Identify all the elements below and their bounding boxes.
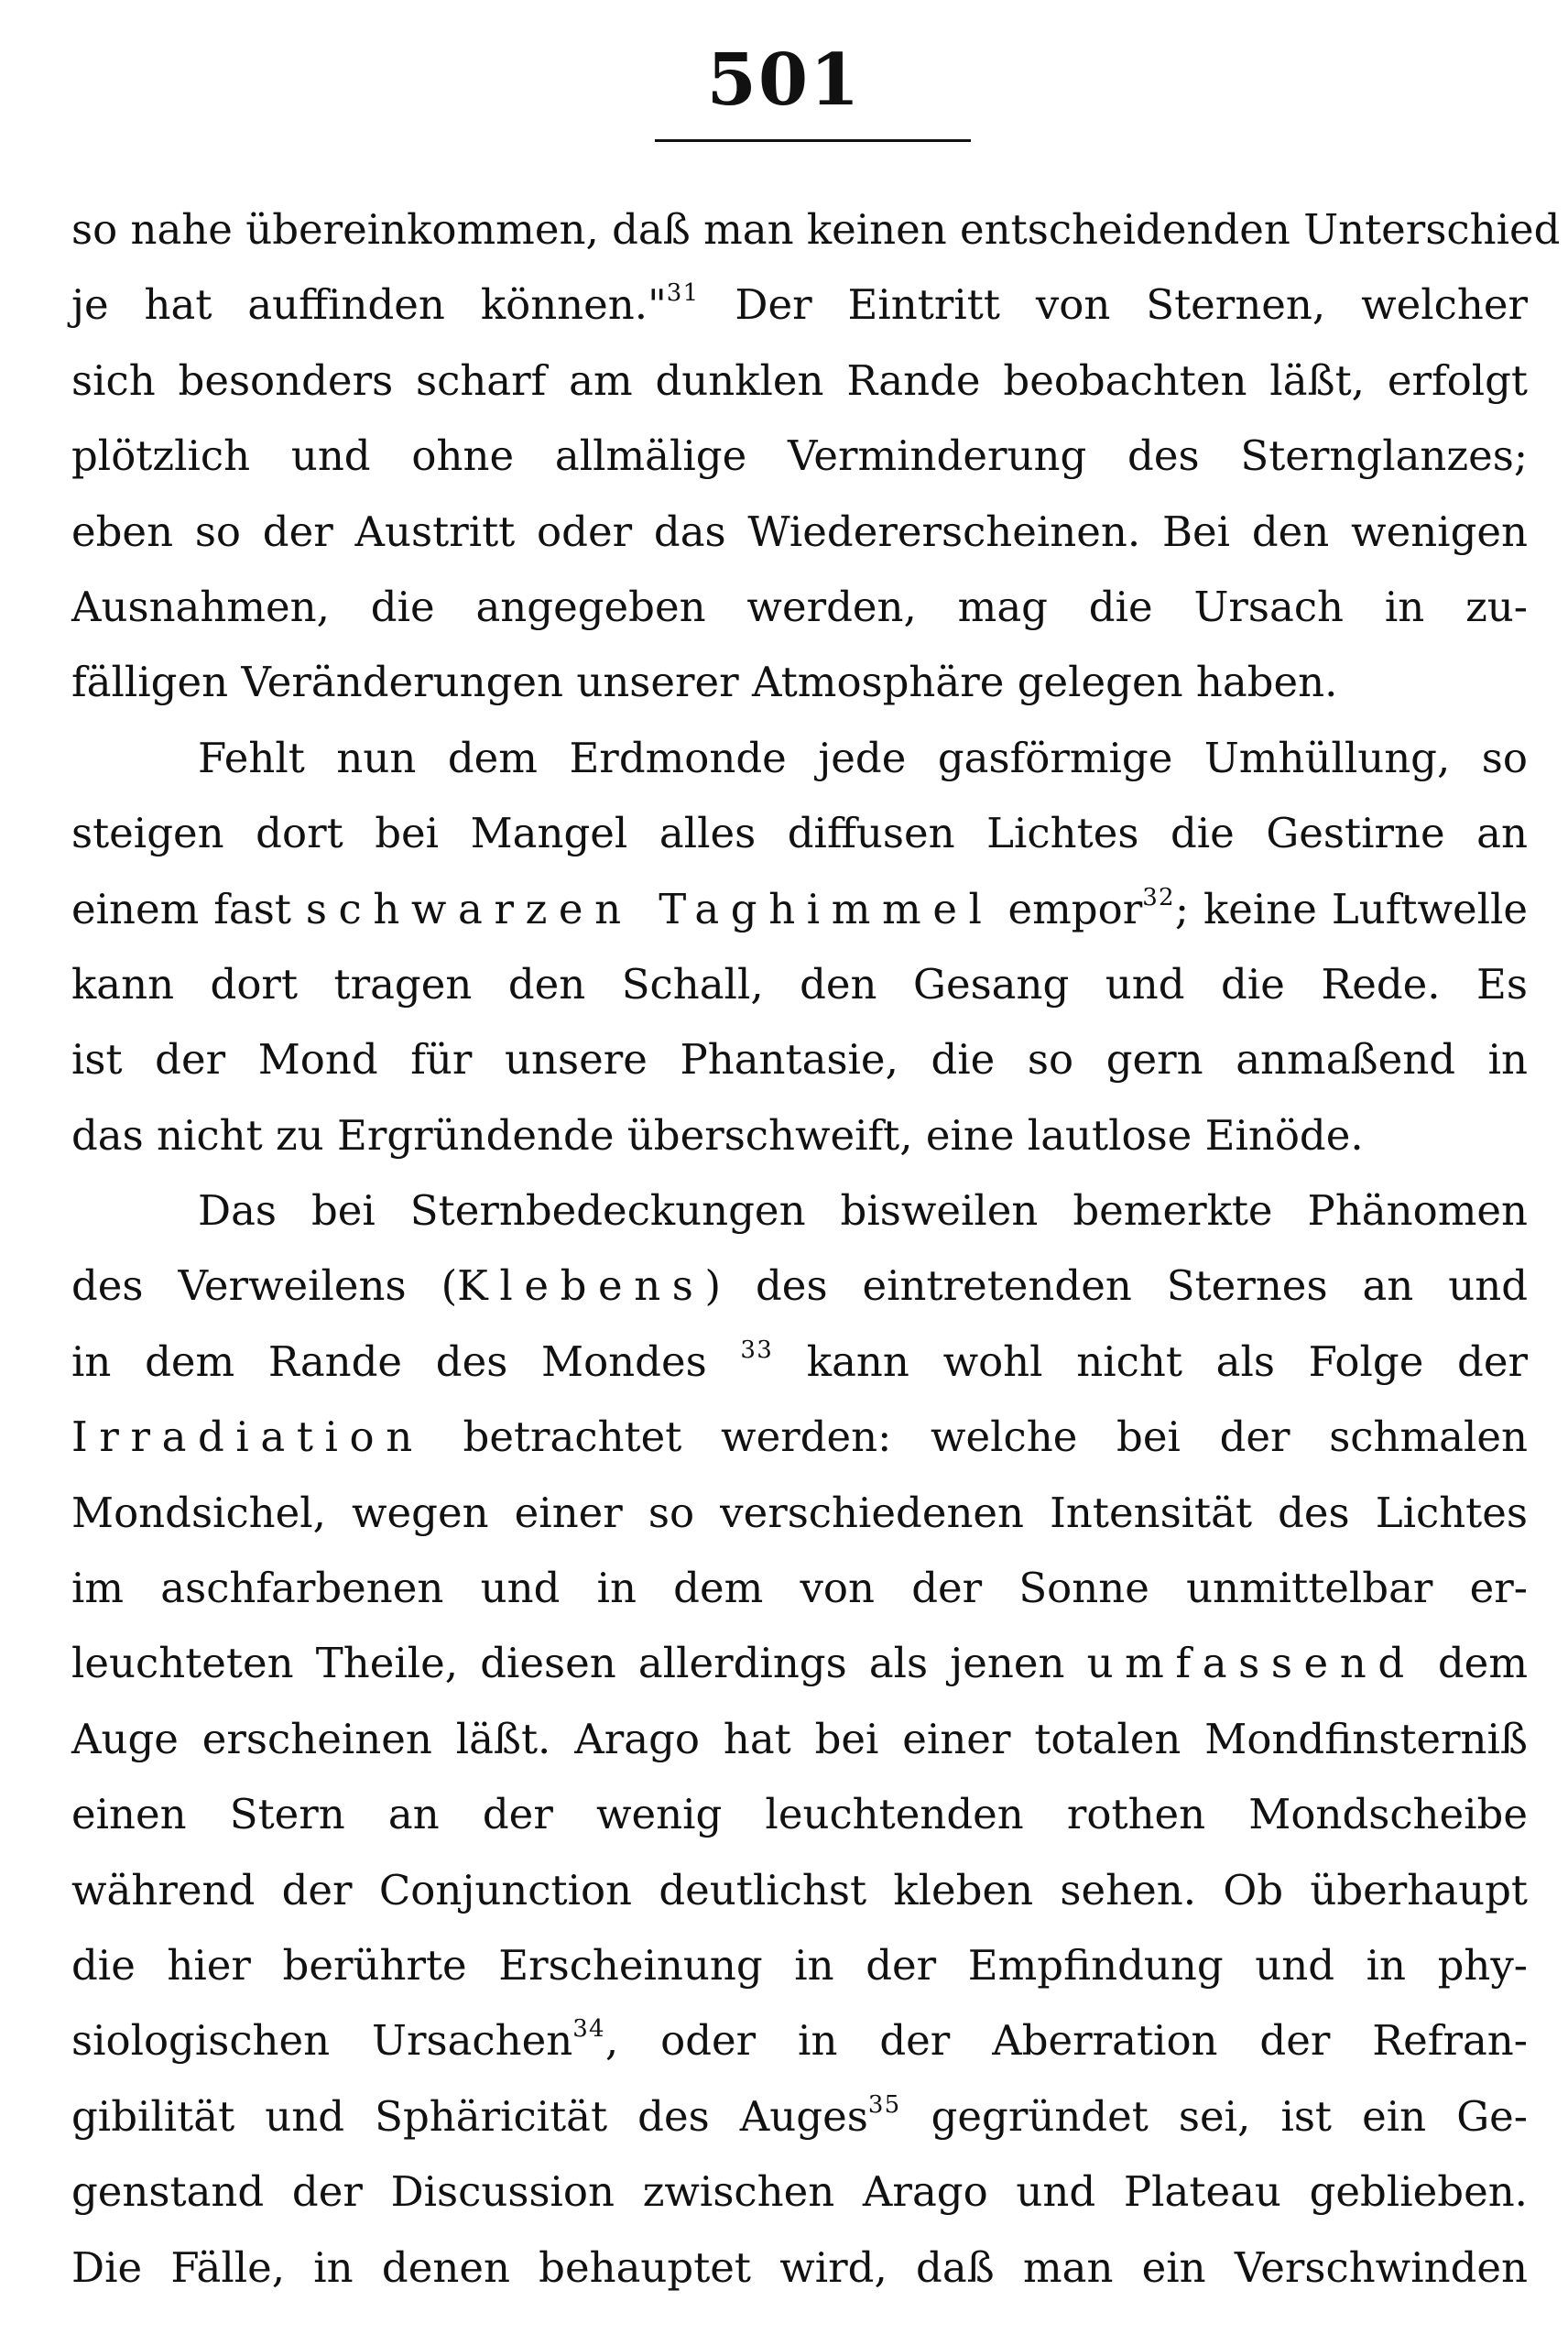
text-line [71,1098,1528,1173]
text-line [71,1928,1528,2003]
line-text: so nahe übereinkommen, daß man keinen entscheidenden Unterschied [71,205,1561,254]
footnote-marker: 31 [666,279,700,308]
header-rule [655,139,971,142]
footnote-marker: 33 [740,1336,774,1364]
line-text: des Verweilens ( [71,1261,458,1311]
emphasized-text: Klebens [457,1261,705,1311]
line-text: betrachtet werden: welche bei der schmalen [423,1412,1528,1462]
text-line [71,2003,1528,2078]
text-line [71,1551,1528,1626]
line-text: Fehlt nun dem Erdmonde jede gasförmige Umhüllung, so [198,733,1528,782]
line-text: sich besonders scharf am dunklen Rande beobachten läßt, erfolgt [71,355,1528,405]
text-line [71,2154,1528,2230]
text-line [71,1173,1528,1249]
body-text [71,192,1561,2306]
text-line [71,1400,1528,1475]
line-text: eben so der Austritt oder das Wiedererscheinen. Bei den wenigen [71,507,1528,556]
line-text: ; keine Luftwelle [1174,884,1529,933]
line-text: plötzlich und ohne allmälige Verminderung des Sternglanzes; [71,431,1528,481]
text-line [71,2079,1528,2154]
page-number: 501 [706,38,862,122]
emphasized-text: schwarzen Taghimmel [305,884,994,933]
line-text: siologischen Ursachen [71,2016,573,2066]
line-text: kann dort tragen den Schall, den Gesang und die Rede. Es [71,959,1528,1009]
line-text: die hier berührte Erscheinung in der Empfindung und in phy- [71,1940,1528,1990]
line-text: das nicht zu Ergründende überschweift, eine lautlose Einöde. [71,1110,1364,1160]
line-text: gegründet sei, ist ein Ge- [900,2091,1528,2141]
text-line [71,1626,1528,1701]
line-text: kann wohl nicht als Folge der [773,1336,1528,1386]
footnote-marker: 35 [867,2090,901,2119]
text-line [71,1249,1528,1324]
text-line [71,947,1528,1022]
line-text: , oder in der Aberration der Refran- [604,2016,1528,2066]
line-text: ) des eintretenden Sternes an und [704,1261,1529,1311]
text-line [71,1853,1528,1928]
line-text: gibilität und Sphäricität des Auges [71,2091,868,2141]
text-line [71,495,1528,570]
line-text: ist der Mond für unsere Phantasie, die so gern anmaßend in [71,1035,1528,1085]
line-text: einen Stern an der wenig leuchtenden rothen Mondscheibe [71,1790,1528,1839]
text-line [71,267,1528,343]
text-line [71,1325,1528,1400]
text-line [71,570,1528,645]
text-line [71,721,1528,796]
line-text: Mondsichel, wegen einer so verschiedenen Intensität des Lichtes [71,1488,1528,1537]
line-text: einem fast [71,884,306,933]
text-line [71,1702,1528,1777]
footnote-marker: 34 [572,2015,605,2044]
text-line [71,419,1528,494]
line-text: dem [1415,1639,1528,1688]
emphasized-text: Irradiation [71,1412,424,1462]
text-line [71,344,1528,419]
line-text: Das bei Sternbedeckungen bisweilen bemerkte Phänomen [198,1186,1528,1236]
text-line [71,1476,1528,1551]
line-text: steigen dort bei Mangel alles diffusen Lichtes die Gestirne an [71,809,1528,858]
emphasized-text: umfassend [1086,1639,1416,1688]
line-text: Der Eintritt von Sternen, welcher [699,280,1529,330]
text-line [71,872,1528,947]
line-text: im aschfarbenen und in dem von der Sonne unmittelbar er- [71,1564,1528,1613]
line-text: Ausnahmen, die angegeben werden, mag die Ursach in zu- [71,582,1528,631]
text-line [71,645,1528,720]
text-line [71,796,1528,871]
line-text: in dem Rande des Mondes [71,1336,741,1386]
text-line [71,2230,1528,2306]
text-line [71,1022,1528,1097]
line-text: Die Fälle, in denen behauptet wird, daß man ein Verschwinden [71,2242,1528,2292]
line-text: leuchteten Theile, diesen allerdings als jenen [71,1639,1087,1688]
line-text: fälligen Veränderungen unserer Atmosphäre gelegen haben. [71,658,1338,707]
text-line [71,192,1561,267]
line-text: Auge erscheinen läßt. Arago hat bei einer totalen Mondfinsterniß [71,1714,1528,1763]
text-line [71,1777,1528,1852]
footnote-marker: 32 [1142,883,1175,911]
line-text: während der Conjunction deutlichst kleben sehen. Ob überhaupt [71,1865,1528,1914]
line-text: genstand der Discussion zwischen Arago und Plateau geblieben. [71,2167,1528,2217]
line-text: je hat auffinden können." [71,280,667,330]
line-text: empor [993,884,1143,933]
